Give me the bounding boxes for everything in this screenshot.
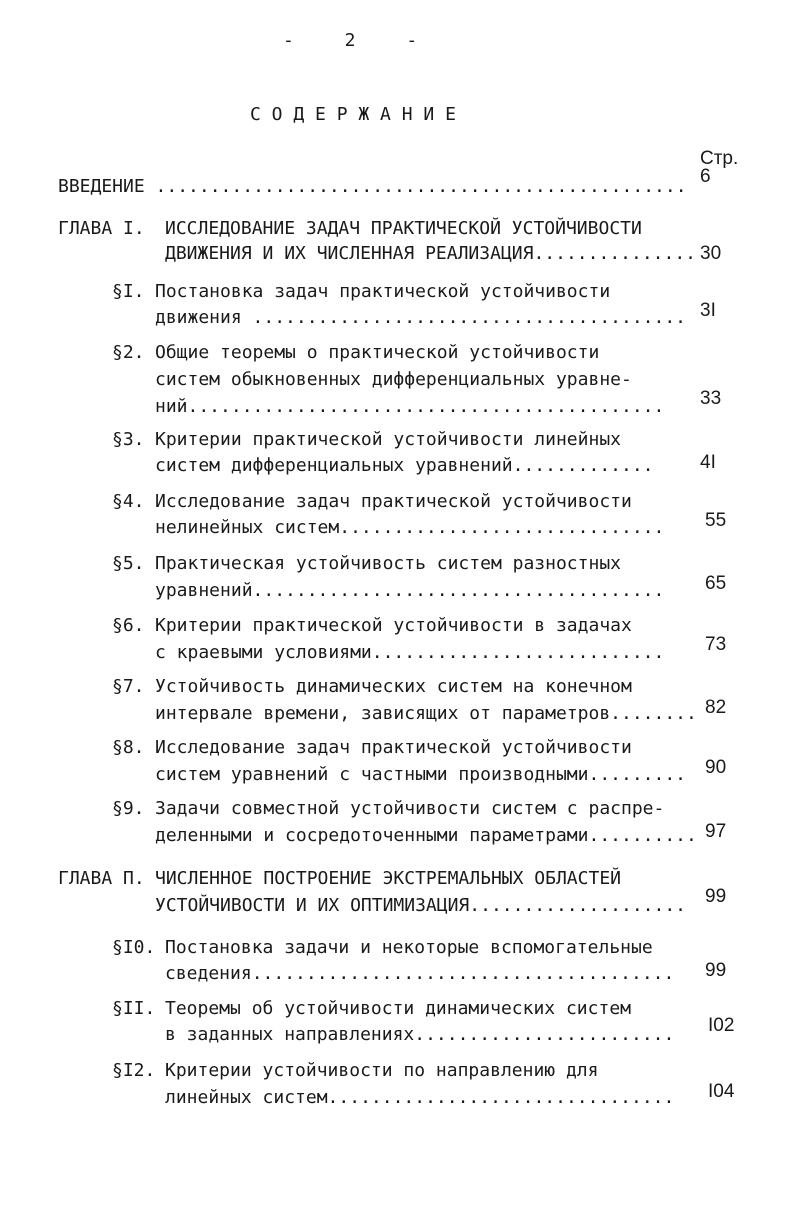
toc-page-number: 82 (705, 697, 727, 718)
toc-entry-line: ДВИЖЕНИЯ И ИХ ЧИСЛЕННАЯ РЕАЛИЗАЦИЯ............... (165, 243, 697, 264)
toc-page-number: 97 (705, 821, 727, 842)
toc-page-number: I04 (708, 1081, 735, 1102)
toc-section-label: §I. (112, 281, 145, 302)
page-column-label: Стр. (700, 148, 739, 169)
toc-entry-line: в заданных направлениях........................ (165, 1024, 675, 1045)
toc-section-label: §I2. (112, 1060, 156, 1081)
toc-entry-line: Исследование задач практической устойчивости (155, 737, 632, 758)
toc-entry-line: Исследование задач практической устойчивости (155, 491, 632, 512)
toc-entry-line: Задачи совместной устойчивости систем с распре- (155, 798, 665, 819)
toc-entry-line: систем дифференциальных уравнений............. (155, 455, 654, 476)
toc-page-number: 33 (700, 388, 722, 409)
toc-entry-line: ИССЛЕДОВАНИЕ ЗАДАЧ ПРАКТИЧЕСКОЙ УСТОЙЧИВОСТИ (165, 218, 642, 239)
toc-entry-line: Общие теоремы о практической устойчивости (155, 342, 600, 363)
toc-entry-line: ний............................................ (155, 396, 665, 417)
toc-page-number: I02 (708, 1015, 735, 1036)
toc-entry-line: с краевыми условиями........................... (155, 642, 665, 663)
document-title: С О Д Е Р Ж А Н И Е (250, 104, 456, 125)
toc-entry-line: Практическая устойчивость систем разностных (155, 553, 621, 574)
toc-section-label: §3. (112, 429, 145, 450)
toc-section-label: §I0. (112, 937, 156, 958)
toc-page-number: 4I (700, 452, 716, 473)
toc-entry-line: УСТОЙЧИВОСТИ И ИХ ОПТИМИЗАЦИЯ.................... (155, 895, 687, 916)
page-number: - 2 - (283, 30, 418, 51)
toc-section-label: §5. (112, 553, 145, 574)
toc-section-label: §8. (112, 737, 145, 758)
toc-page-number: 30 (700, 243, 722, 264)
toc-section-label: §6. (112, 615, 145, 636)
toc-entry-line: уравнений...................................... (155, 580, 665, 601)
toc-entry-line: сведения....................................... (165, 963, 675, 984)
toc-page-number: 3I (700, 300, 716, 321)
toc-entry-line: нелинейных систем.............................. (155, 517, 665, 538)
toc-entry-line: Критерии практической устойчивости линейных (155, 429, 621, 450)
toc-entry-line: интервале времени, зависящих от параметров........ (155, 703, 697, 724)
toc-page-number: 99 (705, 960, 727, 981)
toc-page-number: 55 (705, 510, 727, 531)
toc-chapter-label: ГЛАВА П. (58, 868, 145, 889)
toc-section-label: §II. (112, 998, 156, 1019)
toc-entry-line: ЧИСЛЕННОЕ ПОСТРОЕНИЕ ЭКСТРЕМАЛЬНЫХ ОБЛАСТЕЙ (155, 868, 621, 889)
toc-entry-line: Постановка задачи и некоторые вспомогательные (165, 937, 653, 958)
toc-entry-line: линейных систем................................ (165, 1087, 675, 1108)
toc-entry-line: систем обыкновенных дифференциальных уравне- (155, 369, 632, 390)
toc-entry-line: Теоремы об устойчивости динамических систем (165, 998, 631, 1019)
toc-entry-line: Критерии устойчивости по направлению для (165, 1060, 599, 1081)
toc-section-label: §4. (112, 491, 145, 512)
toc-page-number: 6 (700, 166, 711, 187)
toc-section-label: §7. (112, 676, 145, 697)
toc-chapter-label: ГЛАВА I. (58, 218, 145, 239)
toc-entry-line: движения ........................................ (155, 307, 687, 328)
toc-page-number: 90 (705, 757, 727, 778)
toc-entry-line: Критерии практической устойчивости в задачах (155, 615, 632, 636)
toc-entry-line: систем уравнений с частными производными......... (155, 764, 687, 785)
toc-page-number: 73 (705, 634, 727, 655)
toc-entry-line: Постановка задач практической устойчивости (155, 281, 611, 302)
toc-page-number: 65 (705, 573, 727, 594)
toc-entry-line: деленными и сосредоточенными параметрами.......... (155, 825, 697, 846)
toc-entry-line: Устойчивость динамических систем на конечном (155, 676, 632, 697)
toc-entry-line: ВВЕДЕНИЕ ................................................. (58, 176, 687, 197)
toc-section-label: §9. (112, 798, 145, 819)
toc-section-label: §2. (112, 342, 145, 363)
toc-page-number: 99 (705, 886, 727, 907)
